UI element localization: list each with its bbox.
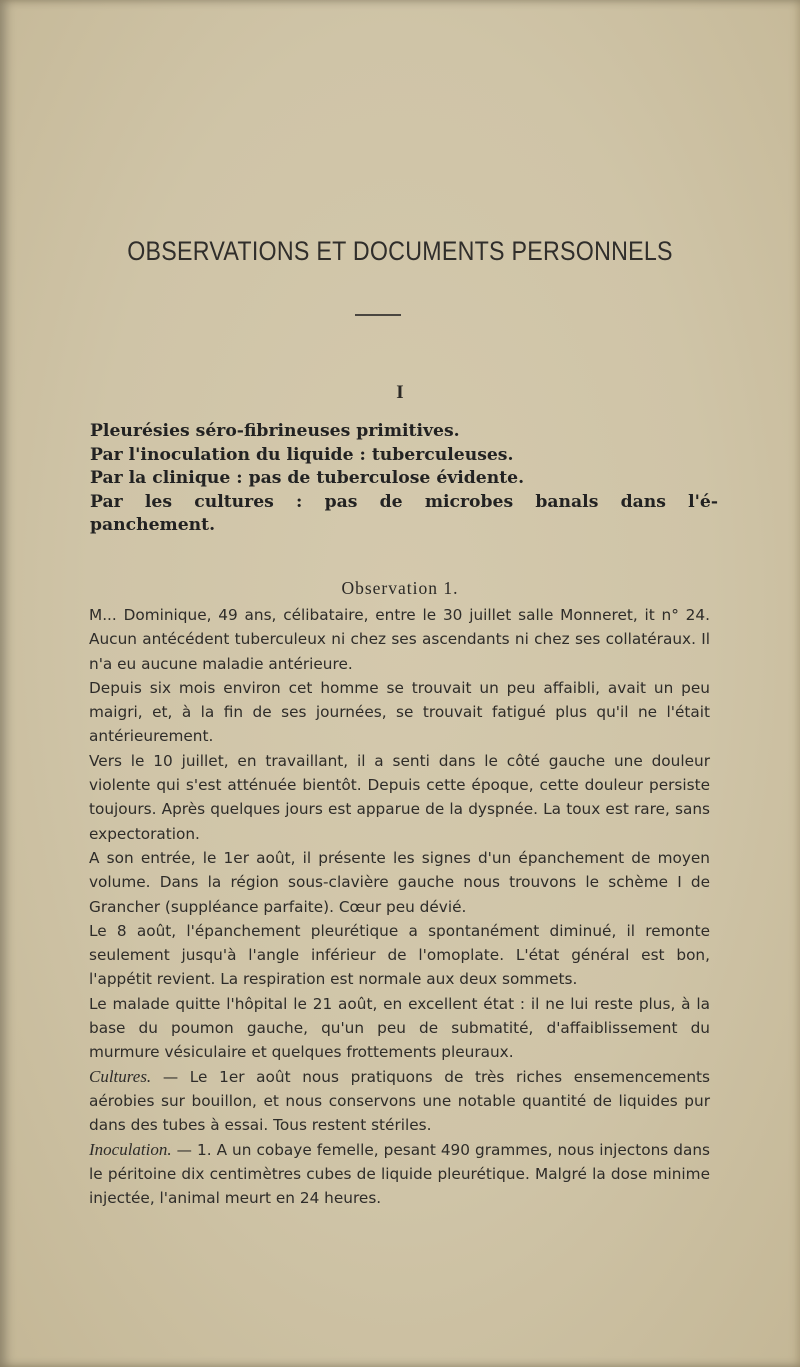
cultures-text: — Le 1er août nous pratiquons de très riches ensemencements aérobies sur bouillon, et nous conservons une notable quantité de liquides pur dans des tubes à essai. Tous restent stériles.	[89, 1067, 710, 1135]
paragraph: Le malade quitte l'hôpital le 21 août, en excellent état : il ne lui reste plus, à la base du poumon gauche, qu'un peu de submatité, d'affaiblissement du murmure vésiculaire et quelques frottements pleuraux.	[89, 994, 710, 1062]
heading-line: Par la clinique : pas de tuberculose évidente.	[90, 468, 525, 488]
chapter-title: OBSERVATIONS ET DOCUMENTS PERSONNELS	[127, 236, 673, 266]
observation-label: Observation 1.	[341, 578, 459, 598]
paragraph: M... Dominique, 49 ans, célibataire, entre le 30 juillet salle Monneret, it n° 24. Aucun antécédent tuberculeux ni chez ses ascendants ni chez ses collatéraux. Il n'a eu aucune maladie antérieure.	[89, 606, 710, 673]
paragraph: A son entrée, le 1er août, il présente les signes d'un épanchement de moyen volume. Dans la région sous-clavière gauche nous trouvons le schème I de Grancher (suppléance parfaite). Cœur peu dévié.	[89, 848, 710, 916]
section-number: I	[396, 382, 404, 403]
heading-line: panchement.	[90, 515, 216, 535]
section-headings	[90, 420, 718, 538]
title-divider	[355, 314, 401, 316]
inoculation-paragraph	[89, 1138, 710, 1211]
inoculation-label: Inoculation.	[89, 1139, 172, 1159]
paragraph: Depuis six mois environ cet homme se trouvait un peu affaibli, avait un peu maigri, et, à la fin de ses journées, se trouvait fatigué plus qu'il ne l'était antérieurement.	[89, 678, 710, 746]
heading-line: Par l'inoculation du liquide : tuberculeuses.	[90, 444, 514, 465]
heading-line: Pleurésies séro-fibrineuses primitives.	[90, 421, 460, 441]
inoculation-text: — 1. A un cobaye femelle, pesant 490 grammes, nous injectons dans le péritoine dix centimètres cubes de liquide pleurétique. Malgré la dose minime injectée, l'animal meurt en 24 heures.	[89, 1140, 710, 1208]
cultures-paragraph	[89, 1065, 710, 1138]
observation-text	[89, 603, 710, 1210]
paragraph: Le 8 août, l'épanchement pleurétique a spontanément diminué, il remonte seulement jusqu'à l'angle inférieur de l'omoplate. L'état général est bon, l'appétit revient. La respiration est normale aux deux sommets.	[89, 921, 710, 989]
cultures-label: Cultures.	[89, 1066, 152, 1086]
paragraph: Vers le 10 juillet, en travaillant, il a senti dans le côté gauche une douleur violente qui s'est atténuée bientôt. Depuis cette époque, cette douleur persiste toujours. Après quelques jours est apparue de la dyspnée. La toux est rare, sans expectoration.	[89, 751, 710, 843]
heading-line: Par les cultures : pas de microbes banals dans l'é-	[90, 491, 718, 512]
